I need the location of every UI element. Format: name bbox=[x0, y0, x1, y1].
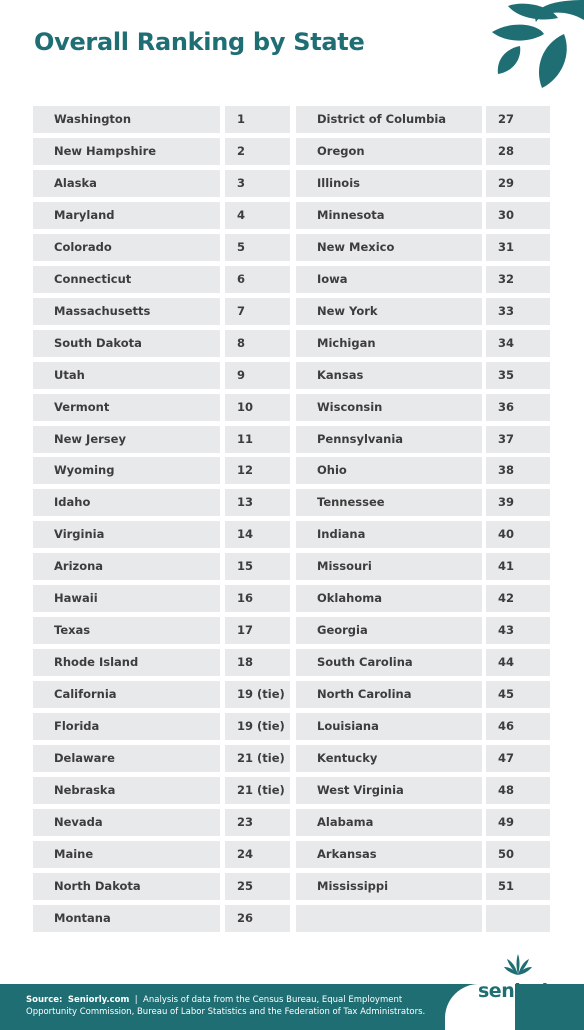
state-rank: 50 bbox=[486, 841, 550, 868]
state-rank: 29 bbox=[486, 170, 550, 197]
state-name: West Virginia bbox=[296, 777, 482, 804]
state-rank: 8 bbox=[225, 330, 290, 357]
state-rank: 12 bbox=[225, 457, 290, 484]
state-rank: 9 bbox=[225, 362, 290, 389]
state-rank: 39 bbox=[486, 489, 550, 516]
state-rank: 28 bbox=[486, 138, 550, 165]
state-name: Maine bbox=[33, 841, 220, 868]
state-name: Missouri bbox=[296, 553, 482, 580]
state-name: Delaware bbox=[33, 745, 220, 772]
state-name: Maryland bbox=[33, 202, 220, 229]
state-rank: 16 bbox=[225, 585, 290, 612]
state-name: Iowa bbox=[296, 266, 482, 293]
state-name: Louisiana bbox=[296, 713, 482, 740]
state-rank: 38 bbox=[486, 457, 550, 484]
state-name: South Carolina bbox=[296, 649, 482, 676]
state-name: Indiana bbox=[296, 521, 482, 548]
state-rank: 15 bbox=[225, 553, 290, 580]
state-rank: 41 bbox=[486, 553, 550, 580]
state-rank: 40 bbox=[486, 521, 550, 548]
state-rank: 19 (tie) bbox=[225, 713, 290, 740]
state-name: New Jersey bbox=[33, 426, 220, 453]
empty-cell bbox=[486, 905, 550, 932]
state-rank: 32 bbox=[486, 266, 550, 293]
state-name: South Dakota bbox=[33, 330, 220, 357]
state-rank: 51 bbox=[486, 873, 550, 900]
state-rank: 14 bbox=[225, 521, 290, 548]
state-rank: 48 bbox=[486, 777, 550, 804]
state-rank: 49 bbox=[486, 809, 550, 836]
state-name: Michigan bbox=[296, 330, 482, 357]
state-rank: 30 bbox=[486, 202, 550, 229]
state-name: Pennsylvania bbox=[296, 426, 482, 453]
state-rank: 24 bbox=[225, 841, 290, 868]
state-name: Colorado bbox=[33, 234, 220, 261]
state-rank: 11 bbox=[225, 426, 290, 453]
state-name: Alaska bbox=[33, 170, 220, 197]
state-name: Texas bbox=[33, 617, 220, 644]
state-rank: 13 bbox=[225, 489, 290, 516]
state-name: Illinois bbox=[296, 170, 482, 197]
state-name: New Mexico bbox=[296, 234, 482, 261]
state-rank: 31 bbox=[486, 234, 550, 261]
state-rank: 2 bbox=[225, 138, 290, 165]
seniorly-logo bbox=[478, 953, 558, 1002]
state-rank: 21 (tie) bbox=[225, 777, 290, 804]
source-separator: | bbox=[134, 995, 138, 1005]
state-rank: 5 bbox=[225, 234, 290, 261]
state-rank: 4 bbox=[225, 202, 290, 229]
state-rank: 6 bbox=[225, 266, 290, 293]
state-rank: 42 bbox=[486, 585, 550, 612]
state-name: Rhode Island bbox=[33, 649, 220, 676]
state-name: Wyoming bbox=[33, 457, 220, 484]
state-name: Oregon bbox=[296, 138, 482, 165]
state-name: Georgia bbox=[296, 617, 482, 644]
state-rank: 43 bbox=[486, 617, 550, 644]
state-name: District of Columbia bbox=[296, 106, 482, 133]
state-name: Ohio bbox=[296, 457, 482, 484]
state-rank: 1 bbox=[225, 106, 290, 133]
state-rank: 27 bbox=[486, 106, 550, 133]
state-rank: 35 bbox=[486, 362, 550, 389]
state-rank: 47 bbox=[486, 745, 550, 772]
state-name: Wisconsin bbox=[296, 394, 482, 421]
state-rank: 46 bbox=[486, 713, 550, 740]
state-rank: 37 bbox=[486, 426, 550, 453]
state-name: Utah bbox=[33, 362, 220, 389]
state-name: Nebraska bbox=[33, 777, 220, 804]
source-text: Analysis of data from the Census Bureau, Equal Employment Opportunity Commission, Bureau of Labor Statistics and the Federation of Tax Administrators. bbox=[26, 995, 426, 1017]
state-rank: 26 bbox=[225, 905, 290, 932]
state-rank: 34 bbox=[486, 330, 550, 357]
state-name: North Carolina bbox=[296, 681, 482, 708]
state-rank: 18 bbox=[225, 649, 290, 676]
state-rank: 3 bbox=[225, 170, 290, 197]
source-name: Seniorly.com bbox=[67, 995, 130, 1005]
state-name: Nevada bbox=[33, 809, 220, 836]
state-name: Kansas bbox=[296, 362, 482, 389]
logo-text: seniorly bbox=[478, 980, 560, 1002]
state-name: Minnesota bbox=[296, 202, 482, 229]
state-name: Kentucky bbox=[296, 745, 482, 772]
state-name: Idaho bbox=[33, 489, 220, 516]
state-rank: 33 bbox=[486, 298, 550, 325]
leaf-decoration-icon bbox=[484, 0, 584, 92]
state-name: Mississippi bbox=[296, 873, 482, 900]
state-name: Alabama bbox=[296, 809, 482, 836]
state-rank: 17 bbox=[225, 617, 290, 644]
state-name: Washington bbox=[33, 106, 220, 133]
empty-cell bbox=[296, 905, 482, 932]
state-name: Connecticut bbox=[33, 266, 220, 293]
state-rank: 36 bbox=[486, 394, 550, 421]
state-name: Hawaii bbox=[33, 585, 220, 612]
state-name: Oklahoma bbox=[296, 585, 482, 612]
state-name: Arkansas bbox=[296, 841, 482, 868]
state-name: Massachusetts bbox=[33, 298, 220, 325]
state-rank: 44 bbox=[486, 649, 550, 676]
state-name: California bbox=[33, 681, 220, 708]
state-name: New Hampshire bbox=[33, 138, 220, 165]
state-rank: 23 bbox=[225, 809, 290, 836]
state-name: New York bbox=[296, 298, 482, 325]
state-name: Virginia bbox=[33, 521, 220, 548]
state-name: North Dakota bbox=[33, 873, 220, 900]
page-title: Overall Ranking by State bbox=[34, 28, 365, 56]
seniorly-leaf-icon bbox=[503, 953, 533, 977]
state-rank: 10 bbox=[225, 394, 290, 421]
state-name: Vermont bbox=[33, 394, 220, 421]
state-name: Montana bbox=[33, 905, 220, 932]
state-rank: 25 bbox=[225, 873, 290, 900]
state-name: Florida bbox=[33, 713, 220, 740]
state-rank: 21 (tie) bbox=[225, 745, 290, 772]
source-note bbox=[26, 994, 446, 1018]
state-name: Arizona bbox=[33, 553, 220, 580]
state-rank: 7 bbox=[225, 298, 290, 325]
state-rank: 19 (tie) bbox=[225, 681, 290, 708]
state-name: Tennessee bbox=[296, 489, 482, 516]
source-label: Source: bbox=[26, 995, 63, 1005]
state-rank: 45 bbox=[486, 681, 550, 708]
corner-leaf-icon bbox=[556, 1003, 584, 1030]
